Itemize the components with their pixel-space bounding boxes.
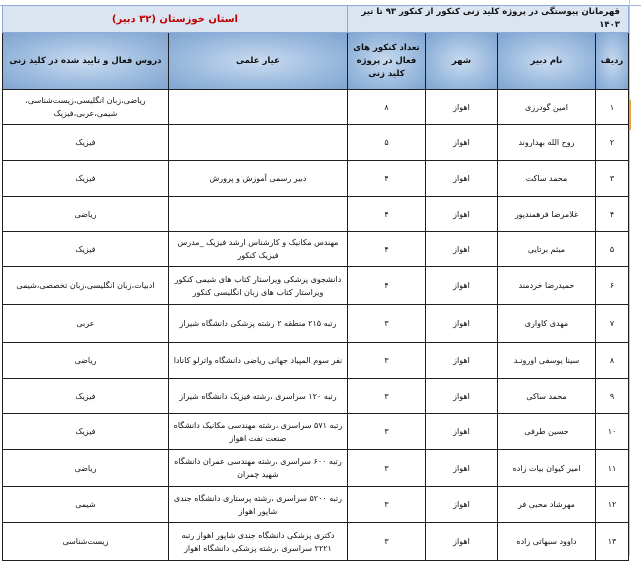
cell-count[interactable]: ۳: [347, 343, 425, 379]
cell-subjects[interactable]: فیزیک: [2, 232, 168, 267]
table-row: [2, 305, 628, 343]
cell-row-number[interactable]: ۷: [596, 305, 629, 343]
cell-city[interactable]: اهواز: [426, 523, 498, 561]
cell-subjects[interactable]: ریاضی: [2, 197, 168, 232]
cell-academic[interactable]: دکتری پزشکی دانشگاه جندی شاپور اهواز رتبه ۲۲۲۱ سراسری ،رشته پزشکی دانشگاه اهواز: [168, 523, 347, 561]
cell-teacher-name[interactable]: محمد ساکت: [498, 161, 596, 197]
cell-subjects[interactable]: ریاضی: [2, 343, 168, 379]
cell-row-number[interactable]: ۶: [596, 267, 629, 305]
cell-academic[interactable]: رتبه ۶۰۰ سراسری ،رشته مهندسی عمران دانشگاه شهید چمران: [168, 450, 347, 487]
cell-count[interactable]: ۴: [347, 267, 425, 305]
table-row: [2, 125, 628, 161]
table-row: [2, 487, 628, 523]
cell-count[interactable]: ۳: [347, 487, 425, 523]
cell-academic[interactable]: [168, 197, 347, 232]
header-count: تعداد کنکور های فعال در پروژه کلید زنی: [347, 33, 425, 90]
cell-subjects[interactable]: ادبیات،زبان انگلیسی،زبان تخصصی،شیمی: [2, 267, 168, 305]
cell-city[interactable]: اهواز: [426, 125, 498, 161]
cell-row-number[interactable]: ۱۳: [596, 523, 629, 561]
cell-teacher-name[interactable]: امین گودرزی: [498, 90, 596, 125]
header-row: [2, 33, 628, 90]
cell-count[interactable]: ۳: [347, 450, 425, 487]
cell-academic[interactable]: رتبه ۵۷۱ سراسری ،رشته مهندسی مکانیک دانشگاه صنعت نفت اهواز: [168, 414, 347, 450]
table-row: [2, 343, 628, 379]
cell-academic[interactable]: مهندس مکانیک و کارشناس ارشد فیزیک _مدرس فیزیک کنکور: [168, 232, 347, 267]
cell-row-number[interactable]: ۹: [596, 379, 629, 414]
cell-row-number[interactable]: ۱۱: [596, 450, 629, 487]
cell-count[interactable]: ۳: [347, 305, 425, 343]
table-row: [2, 450, 628, 487]
cell-teacher-name[interactable]: روح الله بهداروند: [498, 125, 596, 161]
cell-academic[interactable]: نفر سوم المپیاد جهانی ریاضی دانشگاه واترلو کانادا: [168, 343, 347, 379]
header-city: شهر: [426, 33, 498, 90]
cell-city[interactable]: اهواز: [426, 232, 498, 267]
cell-city[interactable]: اهواز: [426, 305, 498, 343]
header-row-number: ردیف: [596, 33, 629, 90]
cell-count[interactable]: ۳: [347, 523, 425, 561]
cell-selection-marker: [629, 100, 631, 130]
cell-teacher-name[interactable]: حسین طرفی: [498, 414, 596, 450]
cell-subjects[interactable]: فیزیک: [2, 125, 168, 161]
cell-academic[interactable]: دانشجوی پزشکی ویراستار کتاب های شیمی کنکور ویراستار کتاب های زبان انگلیسی کنکور: [168, 267, 347, 305]
title-band: [2, 6, 628, 33]
cell-subjects[interactable]: شیمی: [2, 487, 168, 523]
cell-academic[interactable]: رتبه ۱۲۰ سراسری ،رشته فیزیک دانشگاه شیراز: [168, 379, 347, 414]
cell-count[interactable]: ۸: [347, 90, 425, 125]
column-divider: [629, 0, 630, 556]
cell-city[interactable]: اهواز: [426, 267, 498, 305]
cell-teacher-name[interactable]: مهدی کاواری: [498, 305, 596, 343]
table-row: [2, 523, 628, 561]
cell-row-number[interactable]: ۱: [596, 90, 629, 125]
cell-row-number[interactable]: ۴: [596, 197, 629, 232]
cell-subjects[interactable]: فیزیک: [2, 379, 168, 414]
cell-row-number[interactable]: ۱۲: [596, 487, 629, 523]
cell-count[interactable]: ۳: [347, 379, 425, 414]
table-row: [2, 197, 628, 232]
cell-subjects[interactable]: فیزیک: [2, 161, 168, 197]
cell-count[interactable]: ۴: [347, 197, 425, 232]
table-row: [2, 414, 628, 450]
cell-city[interactable]: اهواز: [426, 487, 498, 523]
cell-row-number[interactable]: ۱۰: [596, 414, 629, 450]
table-row: [2, 379, 628, 414]
cell-academic[interactable]: دبیر رسمی آموزش و پرورش: [168, 161, 347, 197]
cell-teacher-name[interactable]: غلامرضا فرهمندپور: [498, 197, 596, 232]
cell-city[interactable]: اهواز: [426, 161, 498, 197]
cell-count[interactable]: ۵: [347, 125, 425, 161]
cell-teacher-name[interactable]: حمیدرضا خردمند: [498, 267, 596, 305]
table-row: [2, 161, 628, 197]
cell-city[interactable]: اهواز: [426, 90, 498, 125]
table-title: قهرمانان پیوستگی در پروژه کلید زنی کنکور از کنکور ۹۳ تا تیر ۱۴۰۳: [347, 6, 628, 33]
header-teacher-name: نام دبیر: [498, 33, 596, 90]
cell-teacher-name[interactable]: میثم برتایی: [498, 232, 596, 267]
cell-city[interactable]: اهواز: [426, 414, 498, 450]
cell-subjects[interactable]: ریاضی: [2, 450, 168, 487]
cell-row-number[interactable]: ۲: [596, 125, 629, 161]
cell-teacher-name[interactable]: سینا یوسفی اورونـد: [498, 343, 596, 379]
cell-row-number[interactable]: ۵: [596, 232, 629, 267]
cell-count[interactable]: ۳: [347, 414, 425, 450]
cell-city[interactable]: اهواز: [426, 197, 498, 232]
cell-academic[interactable]: [168, 125, 347, 161]
cell-subjects[interactable]: ریاضی،زبان انگلیسی،زیست‌شناسی، شیمی،عربی،فیزیک: [2, 90, 168, 125]
cell-count[interactable]: ۴: [347, 232, 425, 267]
header-subjects: دروس فعال و تایید شده در کلید زنی: [2, 33, 168, 90]
champions-table: [2, 5, 629, 561]
cell-teacher-name[interactable]: محمد ساکی: [498, 379, 596, 414]
cell-count[interactable]: ۴: [347, 161, 425, 197]
cell-subjects[interactable]: زیست‌شناسی: [2, 523, 168, 561]
cell-subjects[interactable]: عربی: [2, 305, 168, 343]
cell-row-number[interactable]: ۸: [596, 343, 629, 379]
cell-academic[interactable]: رتبه ۲۱۵ منطقه ۲ رشته پزشکی دانشگاه شیراز: [168, 305, 347, 343]
champions-table-wrapper: [3, 5, 629, 561]
cell-subjects[interactable]: فیزیک: [2, 414, 168, 450]
table-row: [2, 232, 628, 267]
province-title: استان خوزستان (۳۲ دبیر): [2, 6, 347, 33]
cell-city[interactable]: اهواز: [426, 379, 498, 414]
cell-row-number[interactable]: ۳: [596, 161, 629, 197]
cell-academic[interactable]: [168, 90, 347, 125]
header-academic: عیار علمی: [168, 33, 347, 90]
table-row: [2, 267, 628, 305]
cell-academic[interactable]: رتبه ۵۲۰۰ سراسری ،رشته پرستاری دانشگاه جندی شاپور اهواز: [168, 487, 347, 523]
cell-teacher-name[interactable]: امیر کیوان بیات زاده: [498, 450, 596, 487]
cell-city[interactable]: اهواز: [426, 450, 498, 487]
cell-city[interactable]: اهواز: [426, 343, 498, 379]
cell-teacher-name[interactable]: داوود سبهاتی زاده: [498, 523, 596, 561]
table-row: [2, 90, 628, 125]
cell-teacher-name[interactable]: مهرشاد محبی فر: [498, 487, 596, 523]
